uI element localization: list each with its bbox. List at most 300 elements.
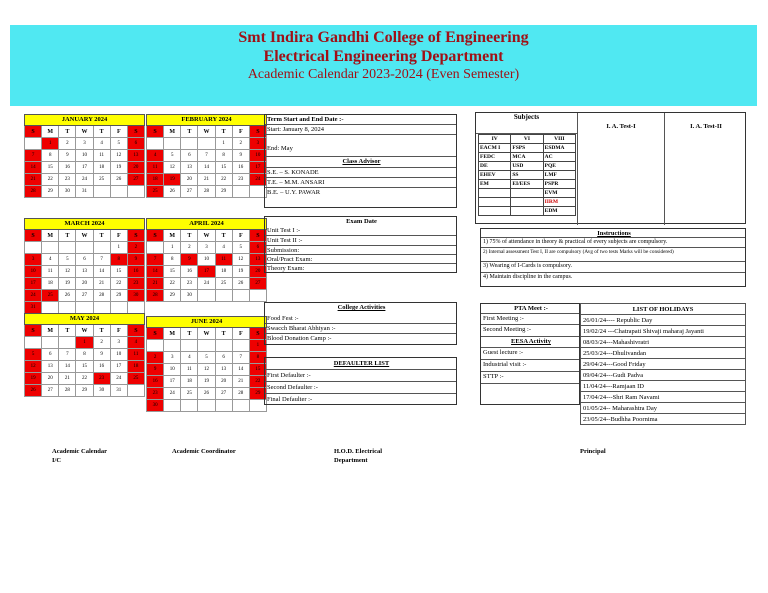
calendar-day: 3 xyxy=(25,254,42,266)
calendar-day: 20 xyxy=(76,278,93,290)
calendar-day: 8 xyxy=(110,254,127,266)
calendar-day: 28 xyxy=(232,388,249,400)
calendar-day: 19 xyxy=(110,162,127,174)
calendar-empty xyxy=(25,138,42,150)
day-header: W xyxy=(76,126,93,138)
calendar-day: 4 xyxy=(93,138,110,150)
calendar-day: 17 xyxy=(110,361,127,373)
day-header: T xyxy=(59,230,76,242)
pta-title: PTA Meet :- xyxy=(481,304,579,314)
month-title: JANUARY 2024 xyxy=(25,115,145,126)
calendar-day: 9 xyxy=(93,349,110,361)
calendar-day: 27 xyxy=(249,278,266,290)
subject-cell: PQE xyxy=(543,162,575,171)
calendar-day: 6 xyxy=(76,254,93,266)
day-header: F xyxy=(110,325,127,337)
calendar-day: 30 xyxy=(59,186,76,198)
calendar-day: 15 xyxy=(110,266,127,278)
calendar-day: 18 xyxy=(181,376,198,388)
calendar-day: 3 xyxy=(76,138,93,150)
calendar-day: 12 xyxy=(198,364,215,376)
calendar-day: 23 xyxy=(181,278,198,290)
subject-cell: MCA xyxy=(511,153,543,162)
calendar-day: 16 xyxy=(147,376,164,388)
day-header: T xyxy=(59,126,76,138)
calendar-empty xyxy=(42,242,59,254)
day-header: S xyxy=(25,230,42,242)
calendar-day: 21 xyxy=(232,376,249,388)
month-title: MARCH 2024 xyxy=(25,219,145,230)
calendar-day: 30 xyxy=(147,400,164,412)
calendar-june-2024 xyxy=(146,316,267,412)
subject-cell xyxy=(479,207,511,216)
calendar-april-2024 xyxy=(146,218,267,302)
calendar-day: 15 xyxy=(42,162,59,174)
calendar-day: 25 xyxy=(42,290,59,302)
calendar-day: 25 xyxy=(127,373,144,385)
holiday-item: 29/04/24---Good Friday xyxy=(581,359,746,370)
instruction-item: 3) Wearing of I-Cards is compulsory. xyxy=(481,262,745,273)
pta-second: Second Meeting :- xyxy=(481,325,579,337)
calendar-day: 11 xyxy=(215,254,232,266)
calendar-day: 5 xyxy=(198,352,215,364)
calendar-day: 24 xyxy=(164,388,181,400)
day-header: W xyxy=(76,325,93,337)
calendar-day: 13 xyxy=(249,254,266,266)
calendar-empty xyxy=(232,340,249,352)
calendar-day: 20 xyxy=(249,266,266,278)
calendar-day: 16 xyxy=(59,162,76,174)
subject-cell: LMF xyxy=(543,171,575,180)
calendar-day: 19 xyxy=(198,376,215,388)
holiday-item: 01/05/24-- Maharashtra Day xyxy=(581,403,746,414)
calendar-empty xyxy=(25,242,42,254)
calendar-day: 8 xyxy=(215,150,232,162)
subject-cell xyxy=(511,189,543,198)
calendar-empty xyxy=(164,340,181,352)
day-header: S xyxy=(147,328,164,340)
subject-cell xyxy=(479,189,511,198)
calendar-day: 8 xyxy=(42,150,59,162)
calendar-day: 19 xyxy=(59,278,76,290)
calendar-day: 11 xyxy=(127,349,144,361)
calendar-empty xyxy=(249,290,266,302)
footer-hod xyxy=(334,447,382,465)
calendar-day: 26 xyxy=(232,278,249,290)
calendar-day: 21 xyxy=(25,174,42,186)
calendar-day: 18 xyxy=(42,278,59,290)
advisor-be: B.E. – U.Y. PAWAR xyxy=(267,189,321,196)
instructions-box xyxy=(480,228,746,287)
subject-cell: EDM xyxy=(543,207,575,216)
day-header: S xyxy=(25,325,42,337)
eesa-sttp: STTP :- xyxy=(481,372,579,384)
calendar-day: 8 xyxy=(164,254,181,266)
calendar-day: 2 xyxy=(59,138,76,150)
calendar-day: 5 xyxy=(59,254,76,266)
defaulter-first: First Defaulter :- xyxy=(265,370,456,382)
day-header: F xyxy=(110,230,127,242)
calendar-day: 18 xyxy=(93,162,110,174)
calendar-day: 12 xyxy=(164,162,181,174)
calendar-day: 1 xyxy=(164,242,181,254)
calendar-day: 19 xyxy=(25,373,42,385)
term-start: Start: January 8, 2024 xyxy=(265,125,456,135)
calendar-day: 4 xyxy=(181,352,198,364)
calendar-day: 23 xyxy=(59,174,76,186)
calendar-day: 4 xyxy=(42,254,59,266)
calendar-day: 27 xyxy=(42,385,59,397)
calendar-day: 2 xyxy=(93,337,110,349)
calendar-day: 18 xyxy=(127,361,144,373)
calendar-empty xyxy=(25,337,42,349)
calendar-day: 4 xyxy=(147,150,164,162)
holidays-table xyxy=(580,303,746,425)
calendar-day: 8 xyxy=(249,352,266,364)
calendar-day: 7 xyxy=(93,254,110,266)
calendar-day: 28 xyxy=(59,385,76,397)
calendar-day: 13 xyxy=(181,162,198,174)
calendar-day: 13 xyxy=(42,361,59,373)
calendar-day: 5 xyxy=(25,349,42,361)
calendar-day: 20 xyxy=(127,162,144,174)
calendar-day: 29 xyxy=(164,290,181,302)
calendar-march-2024 xyxy=(24,218,145,314)
holidays-title: LIST OF HOLIDAYS xyxy=(581,304,746,315)
calendar-january-2024 xyxy=(24,114,145,198)
calendar-day: 3 xyxy=(110,337,127,349)
calendar-empty xyxy=(93,302,110,314)
calendar-empty xyxy=(42,337,59,349)
calendar-day: 10 xyxy=(198,254,215,266)
exam-box xyxy=(264,216,457,273)
class-advisor-title: Class Advisor xyxy=(265,157,456,168)
defaulter-box xyxy=(264,357,457,405)
day-header: T xyxy=(215,126,232,138)
calendar-may-2024 xyxy=(24,313,145,397)
calendar-title: Academic Calendar 2023-2024 (Even Semester) xyxy=(247,67,520,82)
subject-cell: DE xyxy=(479,162,511,171)
calendar-day: 16 xyxy=(127,266,144,278)
subject-cell: EVM xyxy=(543,189,575,198)
calendar-day: 22 xyxy=(110,278,127,290)
calendar-day: 6 xyxy=(249,242,266,254)
eesa-title: EESA Activity xyxy=(481,337,579,348)
calendar-day: 22 xyxy=(42,174,59,186)
instruction-item: 4) Maintain discipline in the campus. xyxy=(483,274,573,280)
calendar-day: 30 xyxy=(181,290,198,302)
day-header: T xyxy=(93,126,110,138)
day-header: F xyxy=(110,126,127,138)
calendar-day: 3 xyxy=(164,352,181,364)
calendar-day: 29 xyxy=(215,186,232,198)
calendar-day: 25 xyxy=(93,174,110,186)
calendar-day: 1 xyxy=(76,337,93,349)
calendar-day: 10 xyxy=(76,150,93,162)
day-header: S xyxy=(249,328,266,340)
subject-cell: EHEV xyxy=(479,171,511,180)
calendar-day: 29 xyxy=(42,186,59,198)
calendar-day: 18 xyxy=(147,174,164,186)
calendar-day: 20 xyxy=(42,373,59,385)
subject-cell xyxy=(511,198,543,207)
calendar-empty xyxy=(181,340,198,352)
day-header: F xyxy=(232,328,249,340)
subject-cell: FEDC xyxy=(479,153,511,162)
calendar-day: 27 xyxy=(127,174,144,186)
calendar-empty xyxy=(181,400,198,412)
day-header: T xyxy=(181,230,198,242)
day-header: S xyxy=(25,126,42,138)
calendar-day: 23 xyxy=(147,388,164,400)
calendar-day: 15 xyxy=(76,361,93,373)
calendar-day: 12 xyxy=(25,361,42,373)
day-header: M xyxy=(164,328,181,340)
calendar-day: 14 xyxy=(198,162,215,174)
calendar-empty xyxy=(215,340,232,352)
calendar-day: 17 xyxy=(25,278,42,290)
exam-unit-test-1: Unit Test I :- xyxy=(265,226,456,236)
calendar-day: 1 xyxy=(249,340,266,352)
calendar-empty xyxy=(110,302,127,314)
eesa-visit: Industrial visit :- xyxy=(481,360,579,372)
calendar-day: 12 xyxy=(232,254,249,266)
day-header: F xyxy=(232,230,249,242)
subjects-table xyxy=(478,134,576,216)
calendar-day: 14 xyxy=(93,266,110,278)
day-header: S xyxy=(127,230,144,242)
calendar-day: 22 xyxy=(249,376,266,388)
calendar-day: 14 xyxy=(25,162,42,174)
calendar-empty xyxy=(76,242,93,254)
day-header: T xyxy=(215,230,232,242)
calendar-day: 12 xyxy=(110,150,127,162)
month-title: APRIL 2024 xyxy=(147,219,267,230)
calendar-empty xyxy=(93,242,110,254)
footer-hod-line2: Department xyxy=(334,457,368,464)
footer-coord-line1: Academic Calendar xyxy=(52,448,108,455)
calendar-empty xyxy=(215,400,232,412)
calendar-day: 15 xyxy=(164,266,181,278)
calendar-empty xyxy=(215,290,232,302)
calendar-day: 5 xyxy=(232,242,249,254)
subject-cell: EACM I xyxy=(479,144,511,153)
calendar-day: 10 xyxy=(164,364,181,376)
calendar-empty xyxy=(147,242,164,254)
calendar-day: 2 xyxy=(147,352,164,364)
holiday-item: 23/05/24--Budhha Poornima xyxy=(581,414,746,425)
calendar-day: 29 xyxy=(110,290,127,302)
calendar-empty xyxy=(110,186,127,198)
calendar-day: 6 xyxy=(42,349,59,361)
advisor-se: S.E. – S. KONADE xyxy=(265,168,456,178)
calendar-day: 10 xyxy=(25,266,42,278)
day-header: S xyxy=(147,230,164,242)
calendar-day: 16 xyxy=(181,266,198,278)
calendar-day: 1 xyxy=(110,242,127,254)
instruction-item: 1) 75% of attendance in theory & practical of every subjects are compulsory. xyxy=(481,238,745,248)
calendar-day: 30 xyxy=(93,385,110,397)
holiday-item: 11/04/24---Ramjaan ID xyxy=(581,381,746,392)
calendar-day: 17 xyxy=(76,162,93,174)
calendar-day: 6 xyxy=(127,138,144,150)
calendar-day: 31 xyxy=(110,385,127,397)
defaulter-title: DEFAULTER LIST xyxy=(265,358,456,370)
day-header: T xyxy=(93,230,110,242)
calendar-day: 15 xyxy=(249,364,266,376)
calendar-empty xyxy=(59,337,76,349)
footer-academic-coordinator: Academic Coordinator xyxy=(172,448,236,455)
calendar-day: 14 xyxy=(232,364,249,376)
calendar-empty xyxy=(181,138,198,150)
exam-unit-test-2: Unit Test II :- xyxy=(265,236,456,246)
calendar-empty xyxy=(127,385,144,397)
day-header: S xyxy=(147,126,164,138)
footer-principal: Principal xyxy=(580,448,606,455)
calendar-day: 11 xyxy=(181,364,198,376)
test-1-header: I. A. Test-I xyxy=(606,123,636,130)
department-name: Electrical Engineering Department xyxy=(263,48,504,65)
calendar-day: 24 xyxy=(198,278,215,290)
calendar-day: 28 xyxy=(147,290,164,302)
calendar-day: 27 xyxy=(215,388,232,400)
calendar-day: 7 xyxy=(232,352,249,364)
calendar-day: 6 xyxy=(215,352,232,364)
calendar-empty xyxy=(232,400,249,412)
calendar-day: 25 xyxy=(215,278,232,290)
calendar-empty xyxy=(198,138,215,150)
calendar-day: 20 xyxy=(181,174,198,186)
calendar-day: 20 xyxy=(215,376,232,388)
pta-first: First Meeting :- xyxy=(481,314,579,325)
calendar-day: 2 xyxy=(127,242,144,254)
calendar-day: 7 xyxy=(147,254,164,266)
activity-blood-donation: Blood Donation Camp :- xyxy=(267,335,332,342)
calendar-day: 16 xyxy=(93,361,110,373)
holiday-item: 17/04/24---Shri Ram Navami xyxy=(581,392,746,403)
calendar-day: 4 xyxy=(215,242,232,254)
calendar-day: 5 xyxy=(164,150,181,162)
calendar-day: 7 xyxy=(25,150,42,162)
calendar-day: 24 xyxy=(110,373,127,385)
calendar-day: 3 xyxy=(249,138,266,150)
subject-cell: PSPR xyxy=(543,180,575,189)
calendar-day: 21 xyxy=(198,174,215,186)
calendar-day: 26 xyxy=(164,186,181,198)
header-banner xyxy=(10,25,757,106)
calendar-day: 23 xyxy=(232,174,249,186)
calendar-empty xyxy=(42,302,59,314)
day-header: M xyxy=(42,126,59,138)
calendar-day: 18 xyxy=(215,266,232,278)
calendar-empty xyxy=(198,290,215,302)
calendar-february-2024 xyxy=(146,114,267,198)
holiday-item: 08/03/24---Mahashivratri xyxy=(581,337,746,348)
calendar-day: 7 xyxy=(59,349,76,361)
calendar-day: 26 xyxy=(59,290,76,302)
defaulter-second: Second Defaulter :- xyxy=(265,382,456,394)
calendar-day: 7 xyxy=(198,150,215,162)
day-header: F xyxy=(232,126,249,138)
activity-swachh: Swacch Bharat Abhiyan :- xyxy=(265,324,456,334)
calendar-empty xyxy=(198,400,215,412)
defaulter-final: Final Defaulter :- xyxy=(267,396,313,403)
day-header: W xyxy=(198,328,215,340)
holiday-item: 26/01/24---- Republic Day xyxy=(581,315,746,326)
calendar-day: 29 xyxy=(249,388,266,400)
calendar-day: 13 xyxy=(215,364,232,376)
college-name: Smt Indira Gandhi College of Engineering xyxy=(238,29,529,46)
day-header: S xyxy=(249,230,266,242)
day-header: W xyxy=(76,230,93,242)
calendar-day: 10 xyxy=(110,349,127,361)
footer-hod-line1: H.O.D. Electrical xyxy=(334,448,383,455)
subject-cell xyxy=(479,198,511,207)
calendar-day: 9 xyxy=(147,364,164,376)
calendar-day: 13 xyxy=(76,266,93,278)
calendar-empty xyxy=(127,186,144,198)
calendar-day: 27 xyxy=(181,186,198,198)
holiday-item: 19/02/24 ---Chatrapati Shivaji maharaj Jayanti xyxy=(581,326,746,337)
calendar-day: 17 xyxy=(249,162,266,174)
day-header: T xyxy=(215,328,232,340)
activities-title: College Activities xyxy=(337,304,386,311)
day-header: T xyxy=(181,126,198,138)
calendar-day: 24 xyxy=(249,174,266,186)
subject-cell: EI/EES xyxy=(511,180,543,189)
subject-cell: EM xyxy=(479,180,511,189)
calendar-day: 28 xyxy=(93,290,110,302)
calendar-day: 30 xyxy=(127,290,144,302)
calendar-day: 31 xyxy=(25,302,42,314)
calendar-empty xyxy=(147,138,164,150)
calendar-day: 31 xyxy=(76,186,93,198)
month-title: JUNE 2024 xyxy=(147,317,267,328)
calendar-day: 21 xyxy=(59,373,76,385)
calendar-day: 28 xyxy=(198,186,215,198)
calendar-day: 23 xyxy=(93,373,110,385)
calendar-day: 26 xyxy=(110,174,127,186)
calendar-empty xyxy=(232,290,249,302)
calendar-day: 24 xyxy=(76,174,93,186)
calendar-empty xyxy=(164,400,181,412)
calendar-empty xyxy=(93,186,110,198)
subject-cell: IIRM xyxy=(543,198,575,207)
calendar-empty xyxy=(147,340,164,352)
pta-box xyxy=(480,303,580,405)
advisor-te: T.E. – M.M. ANSARI xyxy=(265,178,456,188)
calendar-day: 26 xyxy=(25,385,42,397)
holiday-item: 09/04/24---Gudi Padva xyxy=(581,370,746,381)
term-box xyxy=(264,114,457,208)
calendar-day: 2 xyxy=(181,242,198,254)
calendar-empty xyxy=(164,138,181,150)
exam-theory: Theory Exam: xyxy=(267,265,305,272)
instructions-title: Instructions xyxy=(481,229,745,238)
subject-cell: USD xyxy=(511,162,543,171)
day-header: S xyxy=(249,126,266,138)
calendar-day: 5 xyxy=(110,138,127,150)
calendar-day: 22 xyxy=(164,278,181,290)
day-header: T xyxy=(93,325,110,337)
calendar-day: 17 xyxy=(164,376,181,388)
calendar-day: 13 xyxy=(127,150,144,162)
subject-cell: FSPS xyxy=(511,144,543,153)
day-header: M xyxy=(164,126,181,138)
footer-coord-ic xyxy=(52,447,107,465)
calendar-day: 28 xyxy=(25,186,42,198)
day-header: W xyxy=(198,230,215,242)
